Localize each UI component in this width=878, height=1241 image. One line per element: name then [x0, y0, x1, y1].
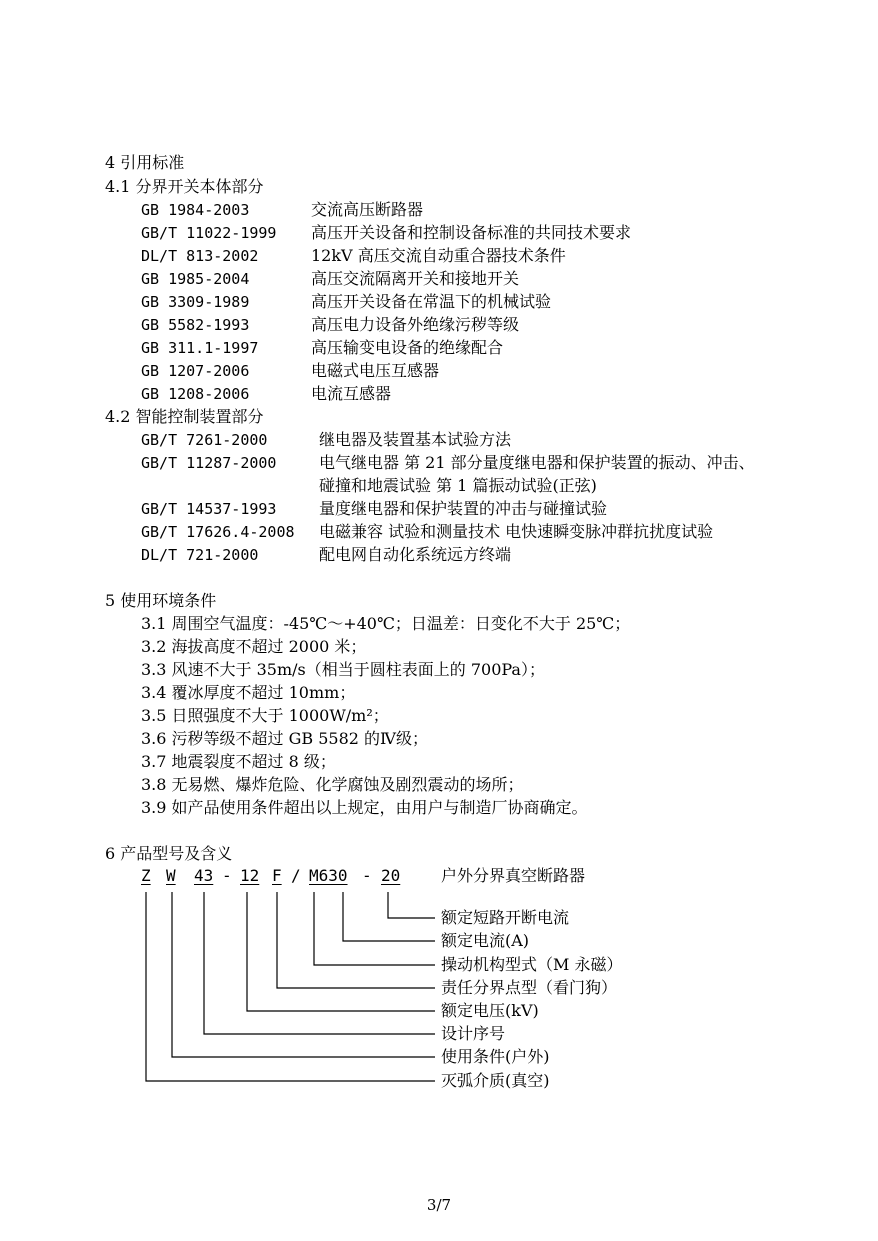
condition-item: 3.8 无易燃、爆炸危险、化学腐蚀及剧烈震动的场所；: [141, 775, 524, 794]
leader-line: [277, 892, 435, 988]
standard-name: 电气继电器 第 21 部分量度继电器和保护装置的振动、冲击、: [319, 453, 755, 472]
condition-item: 3.2 海拔高度不超过 2000 米；: [141, 637, 367, 656]
section-4-2-title: 4.2 智能控制装置部分: [105, 407, 264, 426]
standard-code: GB/T 11022-1999: [141, 224, 277, 242]
standard-name: 高压开关设备在常温下的机械试验: [311, 292, 552, 311]
annotation-breaking-current: 额定短路开断电流: [441, 908, 570, 927]
model-separator: -: [222, 866, 232, 885]
standard-name: 量度继电器和保护装置的冲击与碰撞试验: [319, 499, 608, 518]
standard-code: GB/T 7261-2000: [141, 431, 268, 449]
condition-item: 3.4 覆冰厚度不超过 10mm；: [141, 683, 356, 702]
annotation-mechanism-type: 操动机构型式（M 永磁）: [441, 955, 623, 974]
model-segment-design: 43: [194, 866, 214, 885]
section-6-title: 6 产品型号及含义: [105, 844, 233, 863]
annotation-usage-condition: 使用条件(户外): [441, 1047, 550, 1066]
standard-name: 电流互感器: [311, 384, 392, 403]
standard-code: DL/T 721-2000: [141, 546, 259, 564]
standard-name: 交流高压断路器: [311, 200, 424, 219]
section-5-title: 5 使用环境条件: [105, 591, 217, 610]
model-segment-mechanism-current: M630: [309, 866, 348, 885]
leader-line: [146, 892, 435, 1081]
model-segment-breaking-current: 20: [381, 866, 401, 885]
standard-code: GB 311.1-1997: [141, 339, 259, 357]
section-4-title: 4 引用标准: [105, 153, 185, 172]
annotation-boundary-type: 责任分界点型（看门狗）: [441, 978, 618, 997]
model-segment-usage: W: [166, 866, 176, 885]
standard-code: GB/T 17626.4-2008: [141, 523, 295, 541]
standard-name: 12kV 高压交流自动重合器技术条件: [311, 246, 566, 265]
annotation-arc-medium: 灭弧介质(真空): [441, 1071, 550, 1090]
section-4-1-title: 4.1 分界开关本体部分: [105, 177, 264, 196]
standard-name: 电磁式电压互感器: [311, 361, 440, 380]
model-segment-boundary-type: F: [272, 866, 282, 885]
product-name: 户外分界真空断路器: [441, 866, 586, 885]
model-segment-voltage: 12: [240, 866, 260, 885]
page-number: 3/7: [426, 1196, 452, 1214]
standard-code: GB 5582-1993: [141, 316, 250, 334]
annotation-design-serial: 设计序号: [441, 1024, 506, 1043]
leader-line: [204, 892, 435, 1034]
standard-name: 高压输变电设备的绝缘配合: [311, 338, 504, 357]
condition-item: 3.6 污秽等级不超过 GB 5582 的Ⅳ级；: [141, 729, 429, 748]
leader-line: [388, 892, 435, 918]
leader-line: [343, 892, 435, 941]
leader-line: [314, 892, 435, 965]
standard-code: GB 3309-1989: [141, 293, 250, 311]
condition-item: 3.7 地震裂度不超过 8 级；: [141, 752, 336, 771]
standard-code: GB 1985-2004: [141, 270, 250, 288]
standard-code: GB/T 14537-1993: [141, 500, 277, 518]
model-separator: /: [291, 866, 301, 885]
standard-name-continued: 碰撞和地震试验 第 1 篇振动试验(正弦): [319, 476, 597, 495]
standard-name: 继电器及装置基本试验方法: [319, 430, 512, 449]
standard-code: DL/T 813-2002: [141, 247, 259, 265]
condition-item: 3.3 风速不大于 35m/s（相当于圆柱表面上的 700Pa）；: [141, 660, 545, 679]
condition-item: 3.5 日照强度不大于 1000W/m²；: [141, 706, 389, 725]
annotation-rated-current: 额定电流(A): [441, 931, 530, 950]
model-segment-arc-medium: Z: [141, 866, 151, 885]
leader-line: [247, 892, 435, 1011]
standard-name: 高压开关设备和控制设备标准的共同技术要求: [311, 223, 632, 242]
model-separator: -: [362, 866, 372, 885]
standard-name: 高压电力设备外绝缘污秽等级: [311, 315, 520, 334]
standard-code: GB 1984-2003: [141, 201, 250, 219]
standard-code: GB/T 11287-2000: [141, 454, 277, 472]
annotation-rated-voltage: 额定电压(kV): [441, 1001, 539, 1020]
standard-code: GB 1208-2006: [141, 385, 250, 403]
condition-item: 3.1 周围空气温度：-45℃～+40℃；日温差：日变化不大于 25℃；: [141, 614, 631, 633]
condition-item: 3.9 如产品使用条件超出以上规定，由用户与制造厂协商确定。: [141, 798, 588, 817]
leader-line: [172, 892, 435, 1057]
standard-name: 配电网自动化系统远方终端: [319, 545, 512, 564]
standard-code: GB 1207-2006: [141, 362, 250, 380]
standard-name: 高压交流隔离开关和接地开关: [311, 269, 520, 288]
standard-name: 电磁兼容 试验和测量技术 电快速瞬变脉冲群抗扰度试验: [319, 522, 714, 541]
